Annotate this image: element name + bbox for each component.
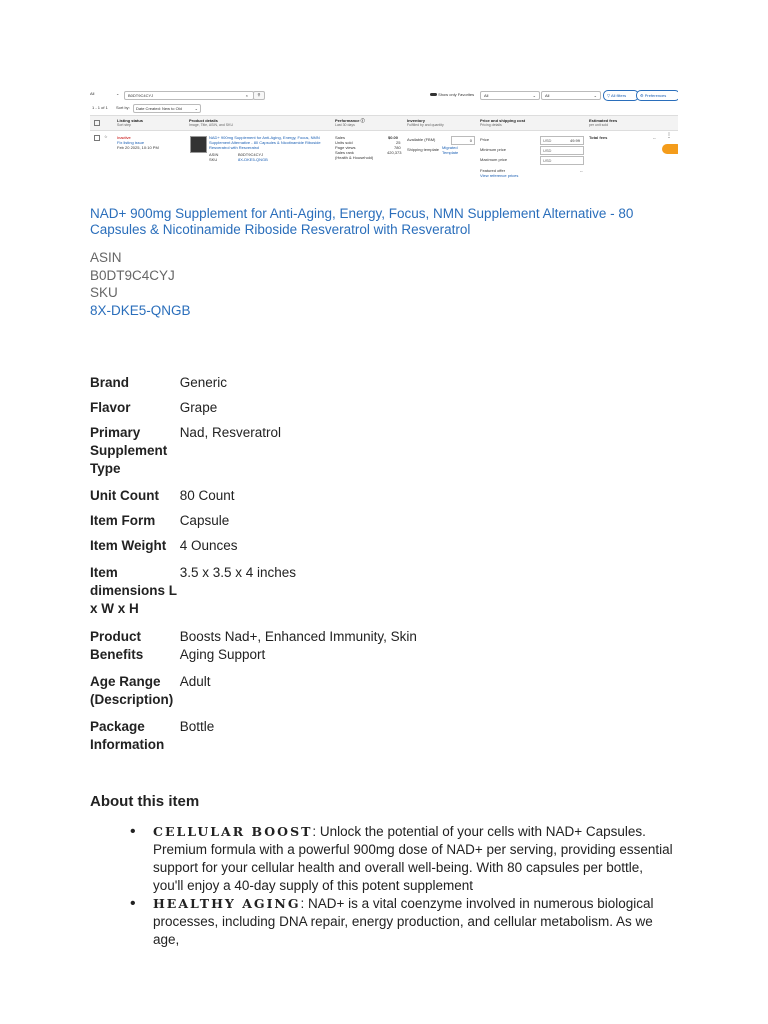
perf-rank-label: Sales rank <box>335 150 354 155</box>
fees-value: -- <box>653 135 656 140</box>
action-button[interactable] <box>662 144 678 154</box>
filter-select-1-value: All <box>484 93 489 98</box>
spec-key: Item Form <box>90 513 156 528</box>
sort-select[interactable] <box>133 104 201 113</box>
fees-label: Total fees <box>589 135 608 140</box>
chevron-down-icon: ⌄ <box>593 93 597 98</box>
perf-views-label: Page views <box>335 145 356 150</box>
chevron-down-icon: ⌄ <box>116 91 120 96</box>
perf-sales: $0.00 <box>388 135 399 140</box>
spec-row-age-range <box>90 673 430 709</box>
favorite-star-icon[interactable]: ☆ <box>104 134 108 139</box>
spec-value: Boosts Nad+, Enhanced Immunity, Skin Aging Support <box>179 629 417 662</box>
min-price-input[interactable] <box>540 146 584 155</box>
bullet-text: : Unlock the potential of your cells with NAD+ Capsules. Premium formula with a powerful 900mg dose of NAD+ per serving, providing essential support for your cellular health and overall well-being. With 80 capsules per bottle, you'll enjoy a 40-day supply of this potent supplement <box>153 824 673 893</box>
column-header-status[interactable]: Listing status Sort step <box>117 118 144 127</box>
toggle-icon <box>430 93 437 96</box>
fix-listing-link[interactable]: Fix listing issue <box>117 140 145 145</box>
product-title[interactable]: NAD+ 900mg Supplement for Anti-Aging, Energy, Focus, NMN Supplement Alternative - 80 Capsules & Nicotinamide Riboside Resveratrol with Resveratrol <box>90 206 634 237</box>
asin-label: ASIN <box>90 250 122 265</box>
sort-select-value: Date Created: New to Old <box>136 106 182 111</box>
search-icon: ⚲ <box>257 92 261 97</box>
chevron-down-icon: ⌄ <box>194 106 198 111</box>
column-header-performance[interactable]: Performance ⓘ Last 30 days <box>335 118 365 127</box>
show-favorites-label: Show only Favorites <box>438 92 475 97</box>
price-currency: USD <box>543 138 552 143</box>
spec-key: Primary Supplement Type <box>90 425 168 476</box>
perf-sales-label: Sales <box>335 135 346 140</box>
product-identifiers <box>90 249 191 319</box>
column-header-fees[interactable]: Estimated fees per unit sold <box>589 118 618 127</box>
spec-value: Grape <box>179 400 218 415</box>
bullet-keyword: HEALTHY AGING <box>153 896 301 911</box>
spec-row-package <box>90 718 430 754</box>
spec-value: Nad, Resveratrol <box>179 425 281 440</box>
preferences-button[interactable] <box>636 90 678 101</box>
spec-row-unit-count <box>90 487 430 505</box>
perf-views: 780 <box>394 145 401 150</box>
spec-value: Generic <box>179 375 227 390</box>
row-asin-label: ASIN <box>209 152 219 157</box>
spec-value: Adult <box>179 674 211 689</box>
max-price-label: Maximum price <box>480 157 508 162</box>
spec-value: 80 Count <box>179 488 235 503</box>
spec-key: Brand <box>90 375 130 390</box>
reference-prices-link[interactable]: View reference prices <box>480 173 519 178</box>
sku-label: SKU <box>90 285 118 300</box>
spec-row-item-form <box>90 512 430 530</box>
clear-icon[interactable]: × <box>245 93 248 98</box>
max-price-currency: USD <box>543 158 552 163</box>
spec-key: Item dimensions L x W x H <box>90 565 177 616</box>
sort-label: Sort by: <box>116 105 130 110</box>
list-item <box>130 895 675 949</box>
row-sku-label: SKU <box>209 157 218 162</box>
available-quantity-value: 0 <box>469 138 472 143</box>
available-label: Available (FBM) <box>407 137 436 142</box>
list-item <box>130 823 675 895</box>
perf-units-label: Units sold <box>335 140 353 145</box>
all-filters-label: All filters <box>610 93 627 98</box>
shipping-template-label: Shipping template <box>407 147 440 152</box>
column-header-price[interactable]: Price and shipping cost Pricing details <box>480 118 526 127</box>
price-label: Price <box>480 137 490 142</box>
about-bullets <box>130 823 675 949</box>
featured-offer-value: -- <box>580 168 583 173</box>
spec-value: 4 Ounces <box>179 538 238 553</box>
max-price-input[interactable] <box>540 156 584 165</box>
spec-row-dimensions <box>90 564 430 618</box>
all-filters-button[interactable] <box>603 90 639 101</box>
available-quantity-input[interactable] <box>451 136 475 145</box>
table-header <box>90 115 678 131</box>
spec-key: Product Benefits <box>90 629 144 662</box>
featured-offer-label: Featured offer <box>480 168 506 173</box>
column-header-inventory[interactable]: Inventory Fulfilled by and quantity <box>407 118 444 127</box>
search-scope-select[interactable] <box>90 91 120 98</box>
table-row <box>90 132 678 188</box>
spec-value: Capsule <box>179 513 230 528</box>
search-button[interactable] <box>253 91 265 100</box>
row-sku[interactable]: 8X-DKE5-QNGB <box>238 157 268 162</box>
filter-icon: ▽ <box>607 93 611 98</box>
select-all-checkbox[interactable] <box>94 120 100 127</box>
search-scope-value: All <box>90 91 95 96</box>
listing-date: Feb 20 2025, 10:10 PM <box>117 145 159 150</box>
about-heading: About this item <box>90 793 200 810</box>
shipping-template-link[interactable]: Migrated Template <box>442 145 459 155</box>
inventory-screenshot <box>90 88 678 188</box>
perf-category: (Health & Household) <box>335 155 374 160</box>
chevron-down-icon: ⌄ <box>532 93 536 98</box>
spec-value: Bottle <box>179 719 215 734</box>
spec-key: Package Information <box>90 719 165 752</box>
row-checkbox[interactable] <box>94 135 100 142</box>
spec-key: Unit Count <box>90 488 159 503</box>
gear-icon: ⚙ <box>640 93 644 98</box>
product-specs-table <box>90 374 430 754</box>
price-input[interactable] <box>540 136 584 145</box>
spec-row-supplement-type <box>90 424 430 478</box>
min-price-currency: USD <box>543 148 552 153</box>
inventory-toolbar <box>90 90 678 100</box>
filter-select-1[interactable] <box>480 91 540 100</box>
product-title-link[interactable]: NAD+ 900mg Supplement for Anti-Aging, Energy, Focus, NMN Supplement Alternative - 80 Capsules & Nicotinamide Riboside Resveratrol with Resveratrol <box>209 135 321 150</box>
product-thumbnail[interactable] <box>190 136 207 153</box>
asin-value: B0DT9C4CYJ <box>90 267 175 283</box>
price-value: 49.99 <box>569 138 580 143</box>
spec-row-brand <box>90 374 430 392</box>
spec-key: Age Range (Description) <box>90 674 174 707</box>
filter-select-2[interactable] <box>541 91 601 100</box>
spec-row-benefits <box>90 628 430 664</box>
filter-select-2-value: All <box>545 93 550 98</box>
more-actions-icon[interactable]: ⋮ <box>666 133 672 139</box>
bullet-text: : NAD+ is a vital coenzyme involved in numerous biological processes, including DNA repair, energy production, and cellular metabolism. As we age, <box>153 896 654 947</box>
spec-key: Flavor <box>90 400 131 415</box>
listing-status: Inactive <box>117 135 131 140</box>
search-input[interactable] <box>124 91 254 100</box>
row-asin: B0DT9C4CYJ <box>238 152 264 157</box>
perf-rank: 420,373 <box>387 150 402 155</box>
spec-row-flavor <box>90 399 430 417</box>
bullet-keyword: CELLULAR BOOST <box>153 824 313 839</box>
search-input-value: B0DT9C4CYJ <box>128 93 154 98</box>
spec-value: 3.5 x 3.5 x 4 inches <box>179 565 297 580</box>
spec-row-item-weight <box>90 537 430 555</box>
column-header-product[interactable]: Product details Image, Title, ASIN, and SKU <box>189 118 233 127</box>
min-price-label: Minimum price <box>480 147 507 152</box>
perf-units: 25 <box>396 140 401 145</box>
show-favorites-toggle[interactable] <box>430 92 474 97</box>
results-bar <box>90 104 678 112</box>
sku-value[interactable]: 8X-DKE5-QNGB <box>90 302 191 318</box>
spec-key: Item Weight <box>90 538 167 553</box>
preferences-label: Preferences <box>644 93 667 98</box>
results-count: 1 - 1 of 1 <box>92 105 108 110</box>
